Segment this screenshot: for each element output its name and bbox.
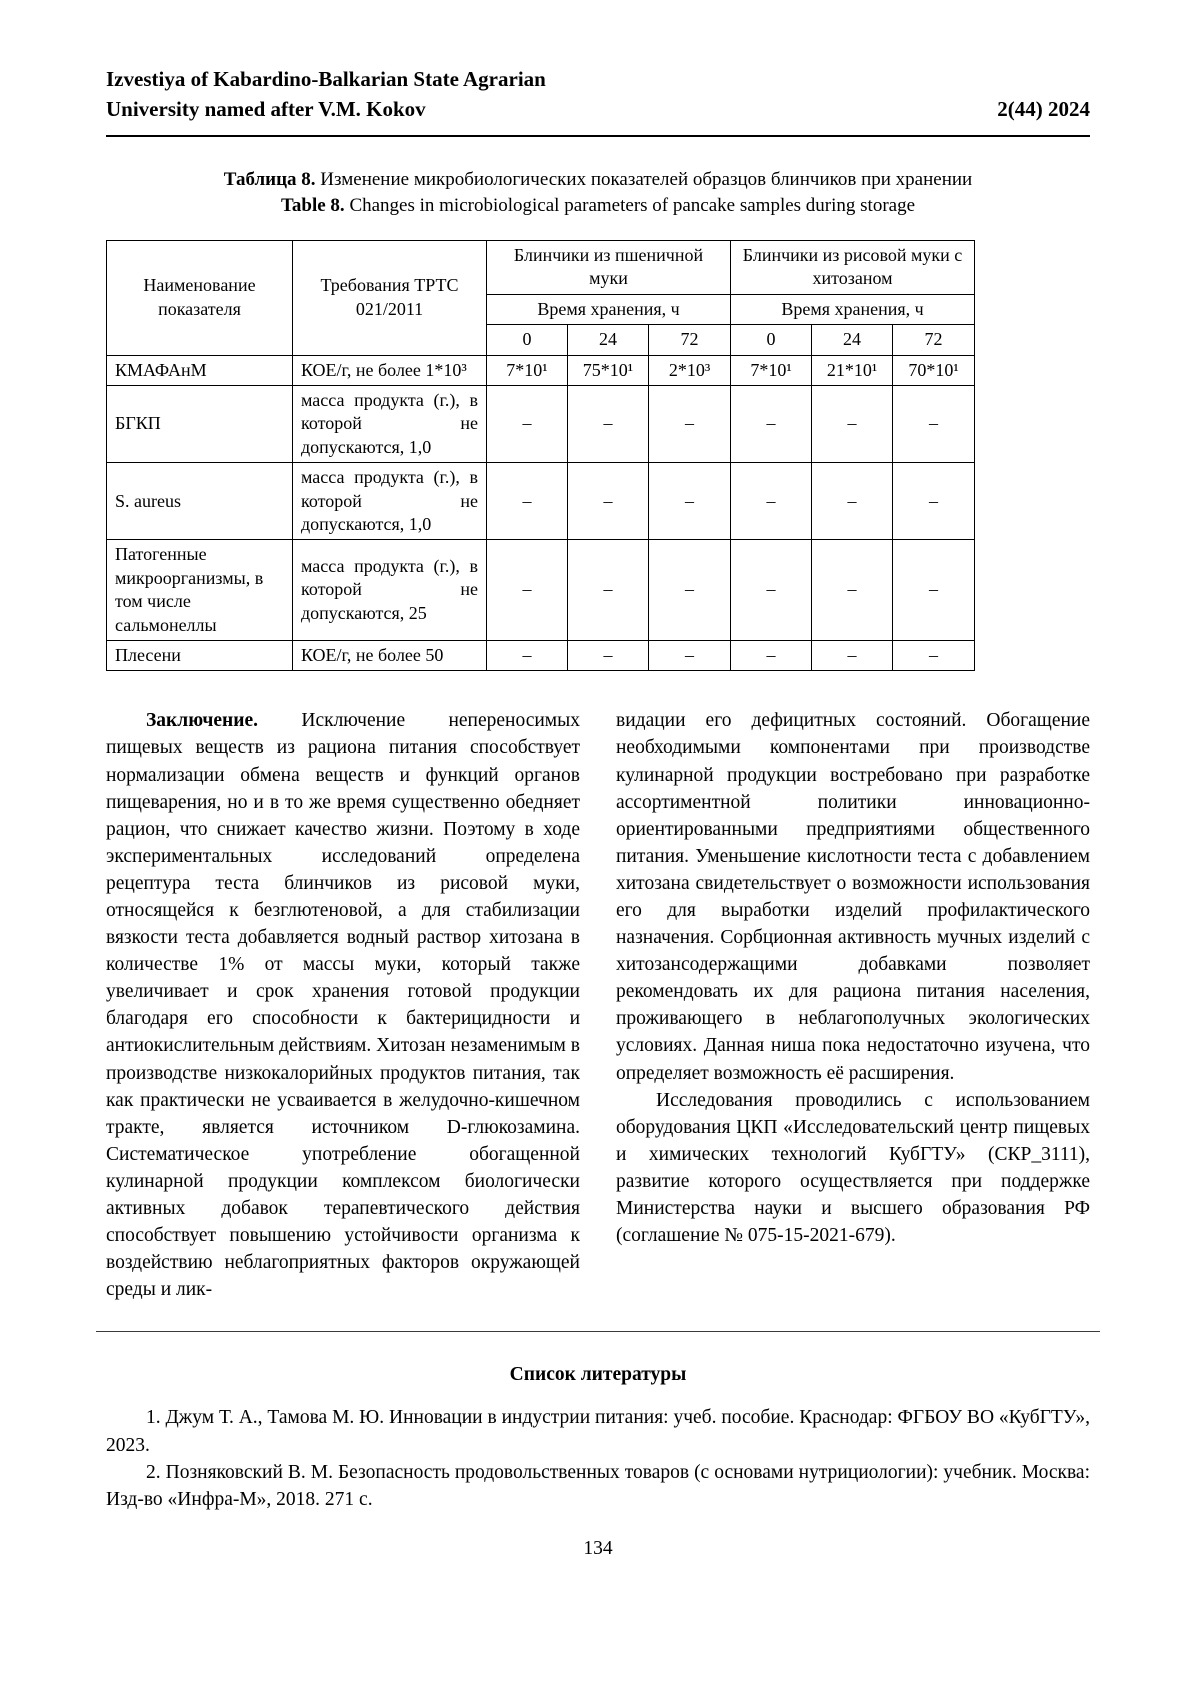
body-column-left	[106, 707, 580, 1303]
table-row	[107, 463, 975, 540]
row-value: –	[649, 540, 731, 641]
row-value: –	[893, 386, 975, 463]
acknowledgement-paragraph: Исследования проводились с использованием оборудования ЦКП «Исследовательский центр пищевых и химических технологий КубГТУ» (СКР_3111), развитие которого осуществляется при поддержке Министерства науки и высшего образования РФ (соглашение № 075-15-2021-679).	[616, 1089, 1090, 1247]
journal-title-line2-row	[106, 94, 1090, 124]
row-requirement: масса продукта (г.), в которой не допускаются, 1,0	[293, 386, 487, 463]
journal-title-line1: Izvestiya of Kabardino-Balkarian State Agrarian	[106, 67, 546, 91]
page-header	[106, 64, 1090, 137]
row-value: 21*10¹	[812, 355, 893, 385]
issue-number: 2(44) 2024	[997, 97, 1090, 122]
table-caption-en	[106, 193, 1090, 220]
table-caption-en-text: Changes in microbiological parameters of pancake samples during storage	[344, 195, 916, 217]
hour-col-header: 0	[487, 325, 568, 355]
hour-col-header: 72	[649, 325, 731, 355]
row-value: –	[731, 540, 812, 641]
time-header-wheat: Время хранения, ч	[487, 294, 731, 324]
references-list	[106, 1404, 1090, 1513]
row-value: –	[731, 386, 812, 463]
hour-col-header: 24	[568, 325, 649, 355]
table-row	[107, 386, 975, 463]
row-value: –	[487, 386, 568, 463]
row-value: –	[893, 463, 975, 540]
body-column-right	[616, 707, 1090, 1303]
row-value: –	[487, 640, 568, 670]
reference-item: 2. Позняковский В. М. Безопасность продовольственных товаров (с основами нутрициологии): учебник. Москва: Изд-во «Инфра-М», 2018. 271 с.	[106, 1461, 1090, 1511]
row-value: –	[731, 640, 812, 670]
row-requirement: масса продукта (г.), в которой не допускаются, 25	[293, 540, 487, 641]
row-value: –	[487, 540, 568, 641]
row-value: –	[568, 540, 649, 641]
microbiology-table	[106, 240, 975, 671]
conclusion-paragraph	[106, 707, 580, 1303]
row-value: –	[568, 463, 649, 540]
row-value: –	[893, 540, 975, 641]
row-value: –	[649, 386, 731, 463]
table-caption-en-label: Table 8.	[280, 195, 345, 217]
table-row	[107, 640, 975, 670]
conclusion-text: Исключение непереносимых пищевых веществ из рациона питания способствует нормализации обмена веществ и функций органов пищеварения, но и в то же время существенно обедняет рацион, что снижает качество жизни. Поэтому в ходе экспериментальных исследований определена рецептура теста блинчиков из рисовой муки, относящейся к безглютеновой, а для стабилизации вязкости теста добавляется водный раствор хитозана в количестве 1% от массы муки, который также увеличивает и срок хранения готовой продукции благодаря его способности к бактерицидности и антиокислительным действиям. Хитозан незаменимым в производстве низкокалорийных продуктов питания, так как практически не усваивается в желудочно-кишечном тракте, является источником D-глюкозамина. Систематическое употребление обогащенной кулинарной продукции комплексом биологически активных добавок терапевтического действия способствует повышению устойчивости организма к воздействию неблагоприятных факторов окружающей среды и лик-	[106, 710, 580, 1301]
col-header-requirements: Требования ТРТС 021/2011	[293, 241, 487, 356]
references-divider	[96, 1331, 1100, 1332]
group-header-wheat: Блинчики из пшеничной муки	[487, 241, 731, 295]
page-number: 134	[583, 1537, 613, 1559]
hour-col-header: 0	[731, 325, 812, 355]
row-requirement: КОЕ/г, не более 50	[293, 640, 487, 670]
row-value: –	[649, 463, 731, 540]
group-header-rice-chitosan: Блинчики из рисовой муки с хитозаном	[731, 241, 975, 295]
row-indicator-name: КМАФАнМ	[107, 355, 293, 385]
table-caption	[106, 167, 1090, 220]
row-value: –	[893, 640, 975, 670]
table-row	[107, 540, 975, 641]
table-caption-ru	[106, 167, 1090, 194]
time-header-rice: Время хранения, ч	[731, 294, 975, 324]
row-requirement: КОЕ/г, не более 1*10³	[293, 355, 487, 385]
row-value: –	[812, 540, 893, 641]
table-caption-ru-text: Изменение микробиологических показателей образцов блинчиков при хранении	[315, 168, 973, 190]
table-caption-ru-label: Таблица 8.	[223, 168, 316, 190]
conclusion-lead: Заключение.	[146, 710, 259, 732]
hour-col-header: 24	[812, 325, 893, 355]
row-value: –	[812, 386, 893, 463]
row-value: 7*10¹	[731, 355, 812, 385]
row-value: –	[812, 640, 893, 670]
row-indicator-name: Патогенные микроорганизмы, в том числе сальмонеллы	[107, 540, 293, 641]
body-text-columns	[106, 707, 1090, 1303]
row-value: –	[731, 463, 812, 540]
row-requirement: масса продукта (г.), в которой не допускаются, 1,0	[293, 463, 487, 540]
hour-col-header: 72	[893, 325, 975, 355]
row-value: 70*10¹	[893, 355, 975, 385]
row-value: –	[568, 640, 649, 670]
row-indicator-name: БГКП	[107, 386, 293, 463]
row-value: –	[568, 386, 649, 463]
reference-item: 1. Джум Т. А., Тамова М. Ю. Инновации в индустрии питания: учеб. пособие. Краснодар: ФГБОУ ВО «КубГТУ», 2023.	[106, 1407, 1090, 1456]
row-indicator-name: Плесени	[107, 640, 293, 670]
row-value: 75*10¹	[568, 355, 649, 385]
row-value: –	[487, 463, 568, 540]
table-header-row-groups	[107, 241, 975, 295]
journal-title-line2: University named after V.M. Kokov	[106, 97, 426, 122]
table-row	[107, 355, 975, 385]
conclusion-continuation-paragraph: видации его дефицитных состояний. Обогащение необходимыми компонентами при производстве кулинарной продукции востребовано при разработке ассортиментной политики инновационно-ориентированными предприятиями общественного питания. Уменьшение кислотности теста с добавлением хитозана свидетельствует о возможности использования его для выработки изделий профилактического назначения. Сорбционная активность мучных изделий с хитозансодержащими добавками позволяет рекомендовать их для рациона питания населения, проживающего в неблагополучных экологических условиях. Данная ниша пока недостаточно изучена, что определяет возможность её расширения.	[616, 710, 1090, 1084]
row-indicator-name: S. aureus	[107, 463, 293, 540]
col-header-name: Наименование показателя	[107, 241, 293, 356]
row-value: 7*10¹	[487, 355, 568, 385]
row-value: 2*10³	[649, 355, 731, 385]
references-heading: Список литературы	[509, 1364, 687, 1386]
row-value: –	[812, 463, 893, 540]
row-value: –	[649, 640, 731, 670]
